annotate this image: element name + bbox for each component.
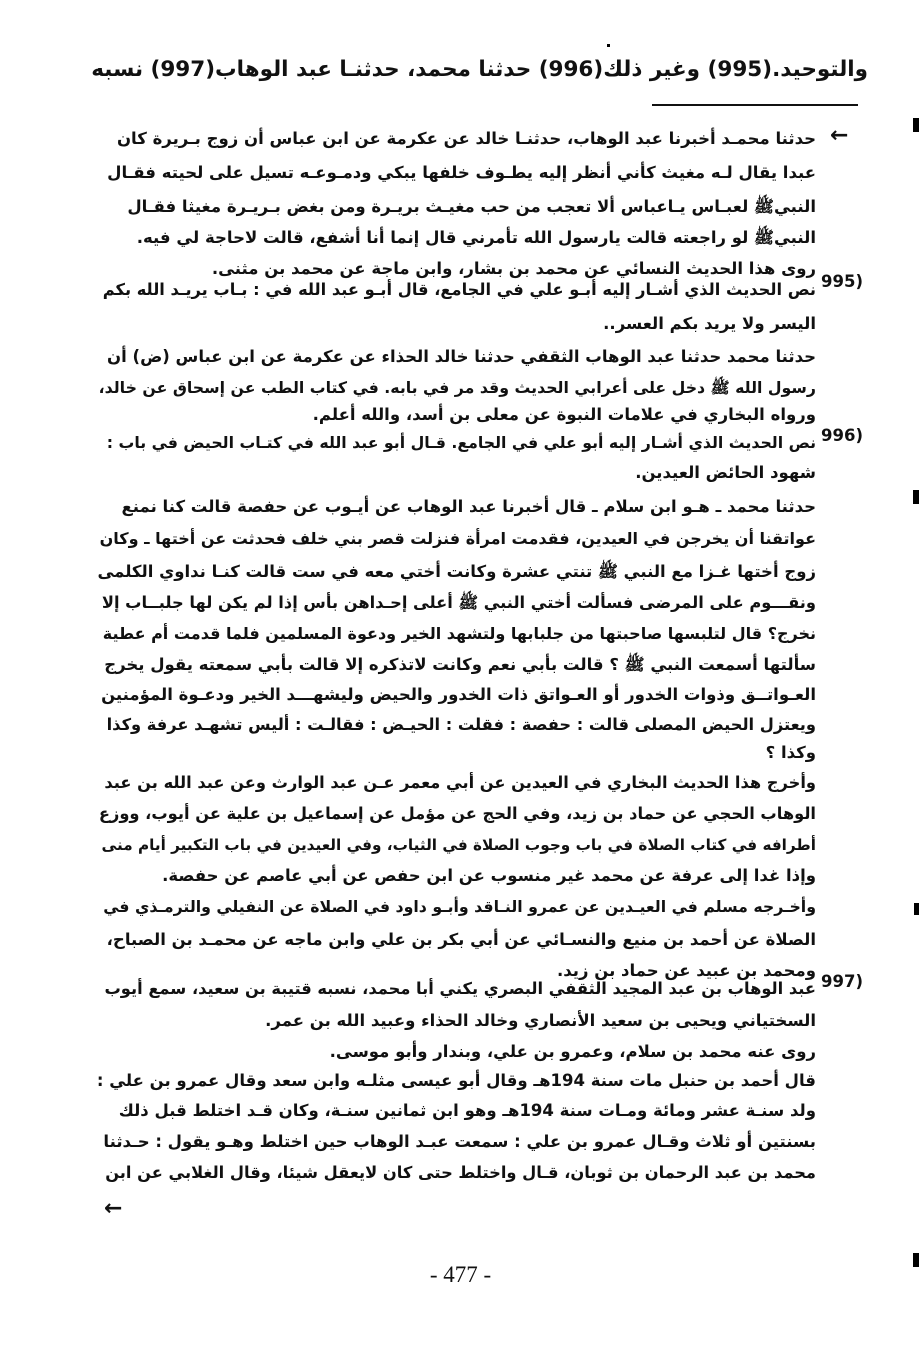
note-number: 996)	[821, 426, 863, 445]
text-line: نخرج؟ قال لتلبسها صاحبتها من جلبابها ولتشهد الخير ودعوة المسلمين فلما قدمت أم عطية	[102, 624, 816, 643]
continuation-arrow-icon: ←	[830, 123, 849, 148]
text-line: الصلاة عن أحمد بن منيع والنسـائي عن أبي بكر بن علي وابن ماجه عن محمـد بن الصباح،	[106, 930, 816, 949]
text-line: ونقـــوم على المرضى فسألت أختي النبي ﷺ أعلى إحـداهن بأس إذا لم يكن لها جلبــاب إلا	[101, 593, 816, 612]
text-line: السختياني ويحيى بن سعيد الأنصاري وخالد الحذاء وعبيد الله بن عمر.	[265, 1011, 816, 1030]
page-header: والتوحيد.(995) وغير ذلك(996) حدثنا محمد، حدثنـا عبد الوهاب(997) نسبه	[91, 57, 868, 82]
text-line: محمد بن عبد الرحمان بن ثوبان، قـال واختلط حتى كان لايعقل شيئا، وقال الغلابي عن ابن	[105, 1163, 816, 1182]
page-number: - 477 -	[429, 1262, 492, 1287]
text-line: اليسر ولا يريد بكم العسر..	[603, 314, 816, 333]
text-line: سألتها أسمعت النبي ﷺ ؟ قالت بأبي نعم وكانت لاتذكره إلا قالت بأبي سمعته يقول يخرج	[104, 655, 816, 674]
text-line: روى هذا الحديث النسائي عن محمد بن بشار، وابن ماجة عن محمد بن مثنى.	[211, 259, 816, 278]
scan-mark	[913, 490, 919, 504]
text-line: وكذا ؟	[765, 743, 816, 762]
text-line: عبد الوهاب بن عبد المجيد الثقفي البصري يكني أبا محمد، نسبه قتيبة بن سعيد، سمع أيوب	[104, 979, 816, 998]
scan-mark	[913, 118, 919, 132]
continuation-arrow-icon: ←	[104, 1196, 123, 1221]
header-rule	[652, 104, 858, 106]
text-line: عبدا يقال لـه مغيث كأني أنظر إليه يطـوف خلفها يبكي ودمـوعـه تسيل على لحيته فقـال	[107, 163, 816, 182]
text-line: ولد سنـة عشر ومائة ومـات سنة 194هـ وهو ابن ثمانين سنـة، وكان قـد اختلط قبل ذلك	[118, 1101, 816, 1120]
text-line: العـواتــق وذوات الخدور أو العـواتق ذات الخدور والحيض وليشهـــد الخير ودعـوة المؤمنين	[101, 685, 816, 704]
note-number: 997)	[821, 972, 863, 991]
text-line: ورواه البخاري في علامات النبوة عن معلى بن أسد، والله أعلم.	[312, 405, 816, 424]
text-line: زوج أختها غـزا مع النبي ﷺ تنتي عشرة وكانت أختي معه في ست قالت كنـا نداوي الكلمى	[97, 562, 816, 581]
text-line: حدثنا محمـد أخبرنا عبد الوهاب، حدثنـا خالد عن عكرمة عن ابن عباس أن زوج بـريرة كان	[116, 129, 816, 148]
text-line: ويعتزل الحيض المصلى قالت : حفصة : فقلت : الحيـض : فقالـت : أليس تشهـد عرفة وكذا	[106, 715, 816, 734]
text-line: شهود الحائض العيدين.	[635, 463, 816, 482]
text-line: نص الحديث الذي أشـار إليه أبو علي في الجامع. قـال أبو عبد الله في كتـاب الحيض في باب :	[106, 433, 816, 452]
text-line: حدثنا محمد حدثنا عبد الوهاب الثقفي حدثنا خالد الحذاء عن عكرمة عن ابن عباس (ض) أن	[107, 347, 816, 366]
text-line: وأخـرجه مسلم في العيـدين عن عمرو النـاقد وأبـو داود في الصلاة عن النفيلي والترمـذي في	[103, 897, 816, 916]
text-line: وأخرج هذا الحديث البخاري في العيدين عن أبي معمر عـن عبد الوارث وعن عبد الله بن عبد	[104, 773, 816, 792]
scan-mark	[914, 903, 919, 915]
text-line: وإذا غدا إلى عرفة عن محمد غير منسوب عن ابن حفص عن أبي عاصم عن حفصة.	[162, 866, 816, 885]
text-line: عواتقنا أن يخرجن في العيدين، فقدمت امرأة فنزلت قصر بني خلف فحدثت عن أختها ـ وكان	[99, 529, 816, 548]
note-number: 995)	[821, 272, 863, 291]
text-line: نص الحديث الذي أشـار إليه أبـو علي في الجامع، قال أبـو عبد الله في : بـاب يريـد الله بكم	[102, 280, 816, 299]
text-line: حدثنا محمد ـ هـو ابن سلام ـ قال أخبرنا عبد الوهاب عن أيـوب عن حفصة قالت كنا نمنع	[121, 497, 816, 516]
text-line: الوهاب الحجي عن حماد بن زيد، وفي الحج عن مؤمل عن إسماعيل بن علية عن أيوب، ووزع	[98, 804, 816, 823]
text-line: رسول الله ﷺ دخل على أعرابي الحديث وقد مر في بابه. في كتاب الطب عن إسحاق عن خالد،	[98, 378, 816, 397]
text-line: روى عنه محمد بن سلام، وعمرو بن علي، وبندار وأبو موسى.	[329, 1042, 816, 1061]
text-line: بسنتين أو ثلاث وقـال عمرو بن علي : سمعت عبـد الوهاب حين اختلط وهـو يقول : حـدثنا	[103, 1132, 816, 1151]
text-line: ومحمد بن عبيد عن حماد بن زيد.	[556, 961, 816, 980]
text-line: أطرافه في كتاب الصلاة في باب وجوب الصلاة في الثياب، وفي العيدين في باب التكبير أيام منى	[101, 836, 816, 854]
text-line: النبيﷺ لو راجعته قالت يارسول الله تأمرني قال إنما أنا أشفع، قالت لاحاجة لي فيه.	[136, 228, 816, 247]
scan-mark	[913, 1253, 919, 1267]
text-line: قال أحمد بن حنبل مات سنة 194هـ وقال أبو عيسى مثلـه وابن سعد وقال عمرو بن علي :	[96, 1071, 816, 1090]
text-line: النبيﷺ لعبـاس يـاعباس ألا تعجب من حب مغيـث بريـرة ومن بغض بـريـرة مغيثا فقـال	[127, 197, 816, 216]
scan-mark	[607, 44, 610, 47]
